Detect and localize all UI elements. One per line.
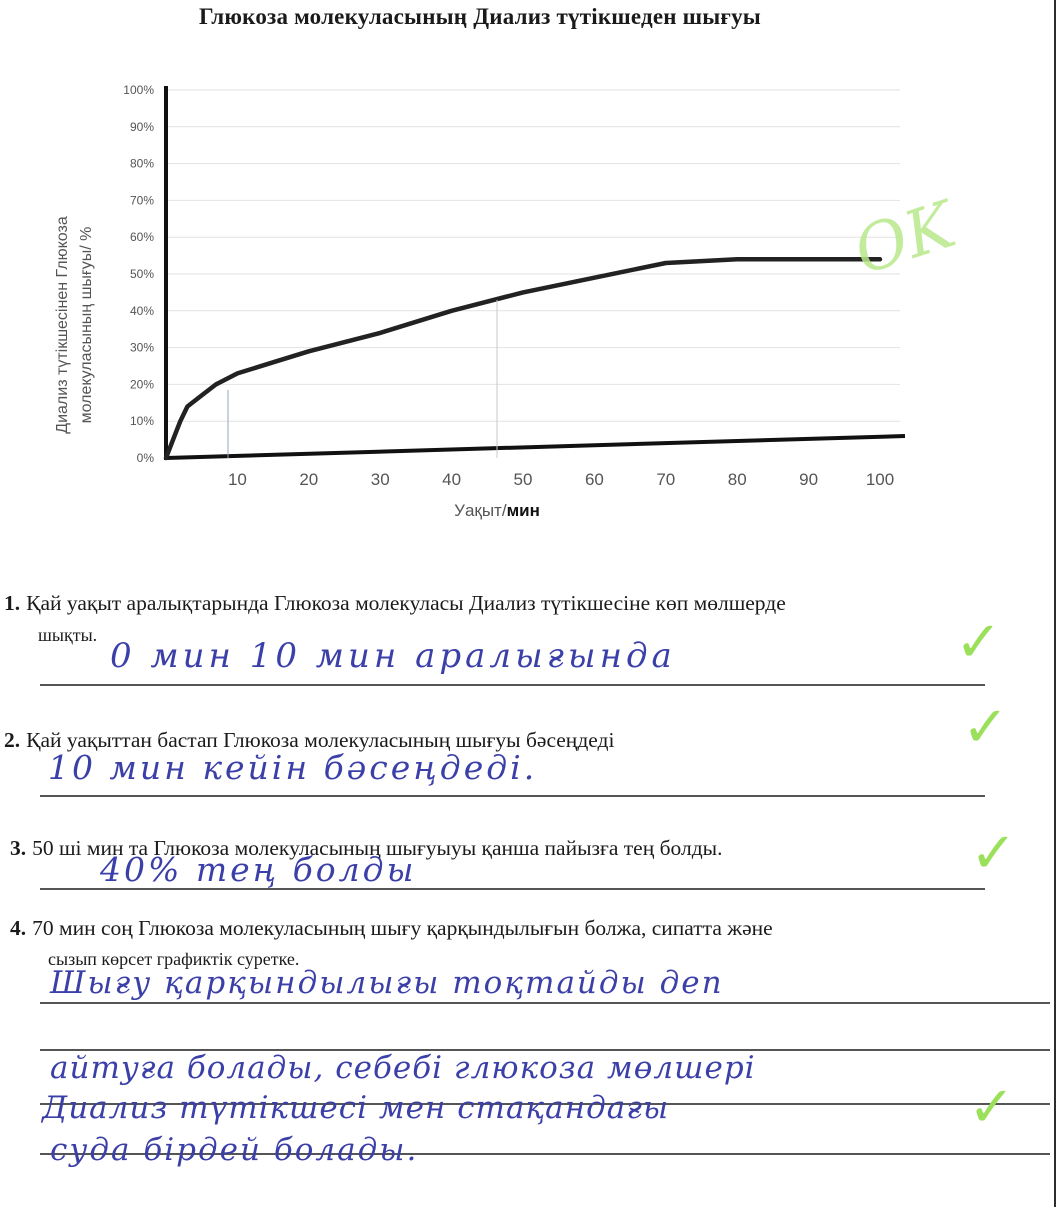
chart-x-axis-label: Уақыт/мин (454, 501, 540, 520)
answer-2-handwriting: 10 мин кейін бәсеңдеді. (48, 748, 538, 787)
chart-x-tick-label: 100 (865, 470, 895, 489)
chart-x-tick-label: 70 (656, 470, 676, 489)
answer-4-handwriting-line3: Диализ түтікшесі мен стақандағы (42, 1090, 670, 1126)
question-3-number: 3. (10, 836, 27, 860)
chart-x-tick-label: 90 (799, 470, 819, 489)
question-1-number: 1. (4, 591, 21, 615)
chart-x-tick-label: 80 (727, 470, 747, 489)
answer-4-handwriting-line1: Шығу қарқындылығы тоқтайды деп (50, 965, 724, 1001)
answer-3-handwriting: 40% тең болды (100, 850, 417, 889)
chart-x-axis (166, 436, 905, 458)
question-4-text: 70 мин соң Глюкоза молекуласының шығу қарқындылығын болжа, сипатта және (32, 916, 773, 940)
answer-line (40, 795, 985, 797)
answer-4-handwriting-line2: айтуға болады, себебі глюкоза мөлшері (50, 1050, 756, 1086)
checkmark-icon: ✓ (970, 821, 1017, 886)
chart-x-tick-label: 40 (442, 470, 462, 489)
page-right-edge (1054, 0, 1056, 1207)
chart-y-tick-label: 80% (129, 156, 154, 171)
chart-x-tick-label: 60 (584, 470, 604, 489)
chart-y-tick-labels (123, 83, 154, 465)
chart-x-tick-label: 10 (227, 470, 247, 489)
answer-line (40, 1002, 1050, 1004)
question-2-text: Қай уақыттан бастап Глюкоза молекуласының шығуы бәсеңдеді (26, 728, 615, 752)
chart-x-tick-label: 30 (370, 470, 390, 489)
chart-x-tick-label: 20 (299, 470, 319, 489)
question-1 (4, 588, 786, 618)
question-2-number: 2. (4, 728, 21, 752)
chart-y-tick-label: 40% (129, 303, 154, 318)
answer-4-handwriting-line4: суда бірдей болады. (50, 1132, 419, 1168)
checkmark-icon: ✓ (962, 695, 1009, 760)
chart-y-tick-label: 10% (129, 414, 154, 429)
chart-y-tick-label: 50% (129, 267, 154, 281)
question-3-text: 50 ші мин та Глюкоза молекуласының шығуыуы қанша пайызға тең болды. (32, 836, 723, 860)
question-4-text-cont: сызып көрсет графиктік суретке. (48, 949, 300, 969)
chart-y-tick-label: 20% (129, 377, 154, 392)
chart-series-line (166, 259, 880, 458)
question-1-text-cont: шықты. (38, 625, 98, 645)
question-1-text: Қай уақыт аралықтарында Глюкоза молекуласы Диализ түтікшесіне көп мөлшерде (26, 591, 786, 615)
question-4-number: 4. (10, 916, 27, 940)
chart-gridlines (166, 90, 900, 421)
chart-y-tick-label: 0% (136, 451, 154, 465)
chart-x-tick-label: 50 (513, 470, 533, 489)
answer-1-handwriting: 0 мин 10 мин аралығында (110, 636, 676, 676)
checkmark-icon: ✓ (968, 1075, 1015, 1140)
chart-y-axis-label-line2: молекуласының шығуы/ % (78, 226, 95, 424)
answer-line (40, 684, 985, 686)
question-4 (10, 913, 773, 943)
glucose-dialysis-line-chart (0, 60, 1000, 530)
chart-grading-mark: OK (845, 188, 964, 290)
chart-y-tick-label: 60% (129, 230, 154, 245)
worksheet-title: Глюкоза молекуласының Диализ түтікшеден шығуы (199, 4, 761, 29)
chart-y-tick-label: 70% (129, 193, 154, 208)
chart-y-tick-label: 30% (129, 340, 154, 355)
checkmark-icon: ✓ (955, 610, 1002, 675)
chart-y-tick-label: 100% (123, 83, 154, 97)
chart-y-axis-label-line1: Диализ түтікшесінен Глюкоза (54, 216, 71, 434)
chart-y-tick-label: 90% (129, 119, 154, 134)
chart-x-tick-labels (228, 470, 894, 489)
